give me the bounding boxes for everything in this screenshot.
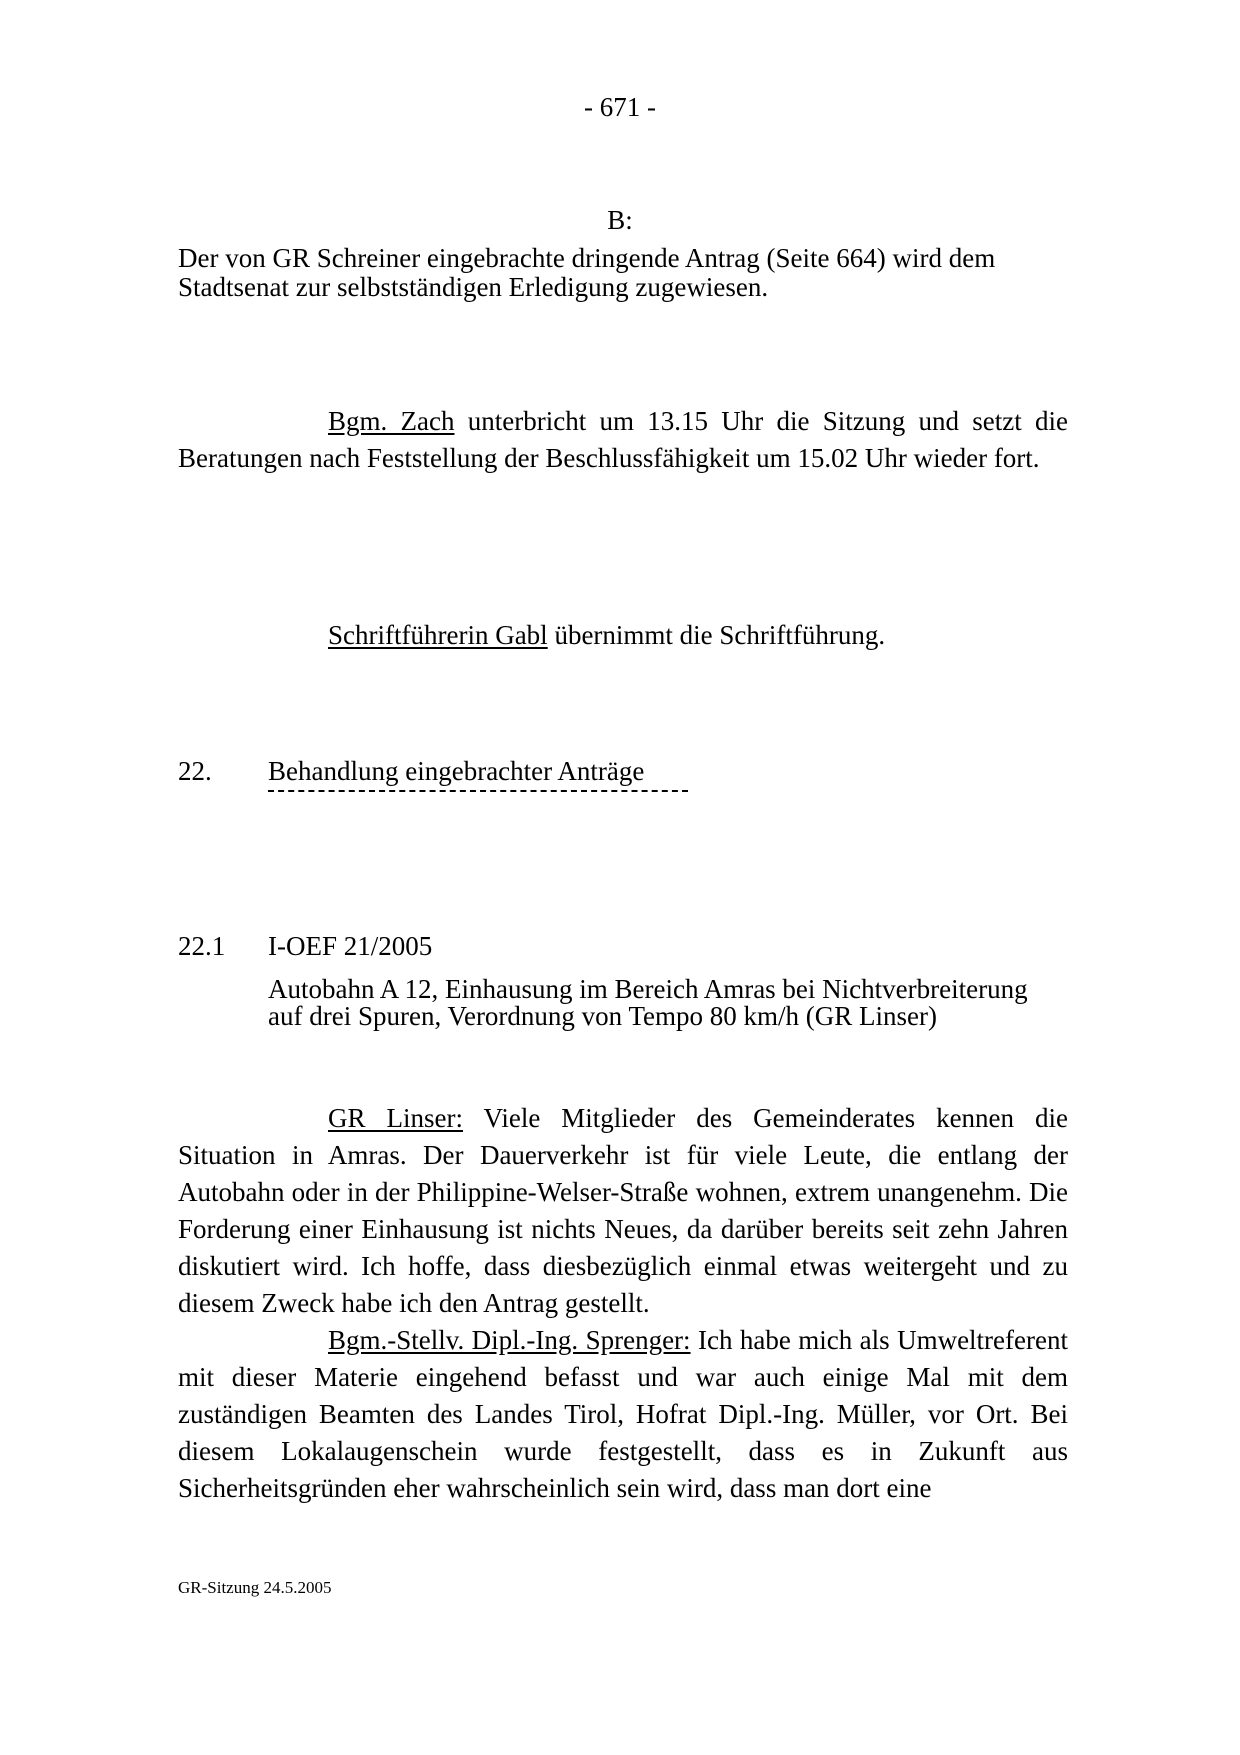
paragraph-text: unterbricht um 13.15 Uhr die Sitzung und setzt die Beratungen nach Feststellung der Beschlussfähigkeit um 15.02 Uhr wieder fort. (178, 406, 1068, 473)
paragraph-text: übernimmt die Schriftführung. (547, 620, 886, 650)
title-dash-underline (268, 790, 688, 792)
paragraph-text: Viele Mitglieder des Gemeinderates kennen die Situation in Amras. Der Dauerverkehr ist für viele Leute, die entlang der Autobahn oder in der Philippine-Welser-Straße wohnen, extrem unangenehm. Die Forderung einer Einhausung ist nichts Neues, da darüber bereits seit zehn Jahren diskutiert wird. Ich hoffe, dass diesbezüglich einmal etwas weitergeht und zu diesem Zweck habe ich den Antrag gestellt. (178, 1103, 1068, 1318)
speaker-name: Bgm. Zach (328, 406, 455, 436)
secretary-paragraph (178, 617, 1068, 654)
section-b-label: B: (607, 205, 633, 235)
speech-linser (178, 1100, 1068, 1322)
footer-session-date: GR-Sitzung 24.5.2005 (178, 1578, 332, 1597)
speaker-name: Bgm.-Stellv. Dipl.-Ing. Sprenger: (328, 1325, 691, 1355)
item-code: I-OEF 21/2005 (268, 931, 433, 961)
paragraph-text: Ich habe mich als Umweltreferent mit dieser Materie eingehend befasst und war auch einige Mal mit dem zuständigen Beamten des Landes Tirol, Hofrat Dipl.-Ing. Müller, vor Ort. Bei diesem Lokalaugenschein wurde festgestellt, dass es in Zukunft aus Sicherheitsgründen eher wahrscheinlich sein wird, dass man dort eine (178, 1325, 1068, 1503)
speaker-name: Schriftführerin Gabl (328, 620, 548, 650)
section-b-paragraph: Der von GR Schreiner eingebrachte dringende Antrag (Seite 664) wird dem Stadtsenat zur selbstständigen Erledigung zugewiesen. (178, 243, 996, 302)
item-description: Autobahn A 12, Einhausung im Bereich Amras bei Nichtverbreiterung auf drei Spuren, Verordnung von Tempo 80 km/h (GR Linser) (268, 974, 1028, 1031)
speaker-name: GR Linser: (328, 1103, 463, 1133)
page-number: - 671 - (584, 92, 656, 122)
interruption-paragraph (178, 403, 1068, 477)
item-number: 22.1 (178, 931, 226, 961)
item-number: 22. (178, 756, 212, 786)
speech-sprenger (178, 1322, 1068, 1507)
item-title: Behandlung eingebrachter Anträge (268, 756, 645, 786)
